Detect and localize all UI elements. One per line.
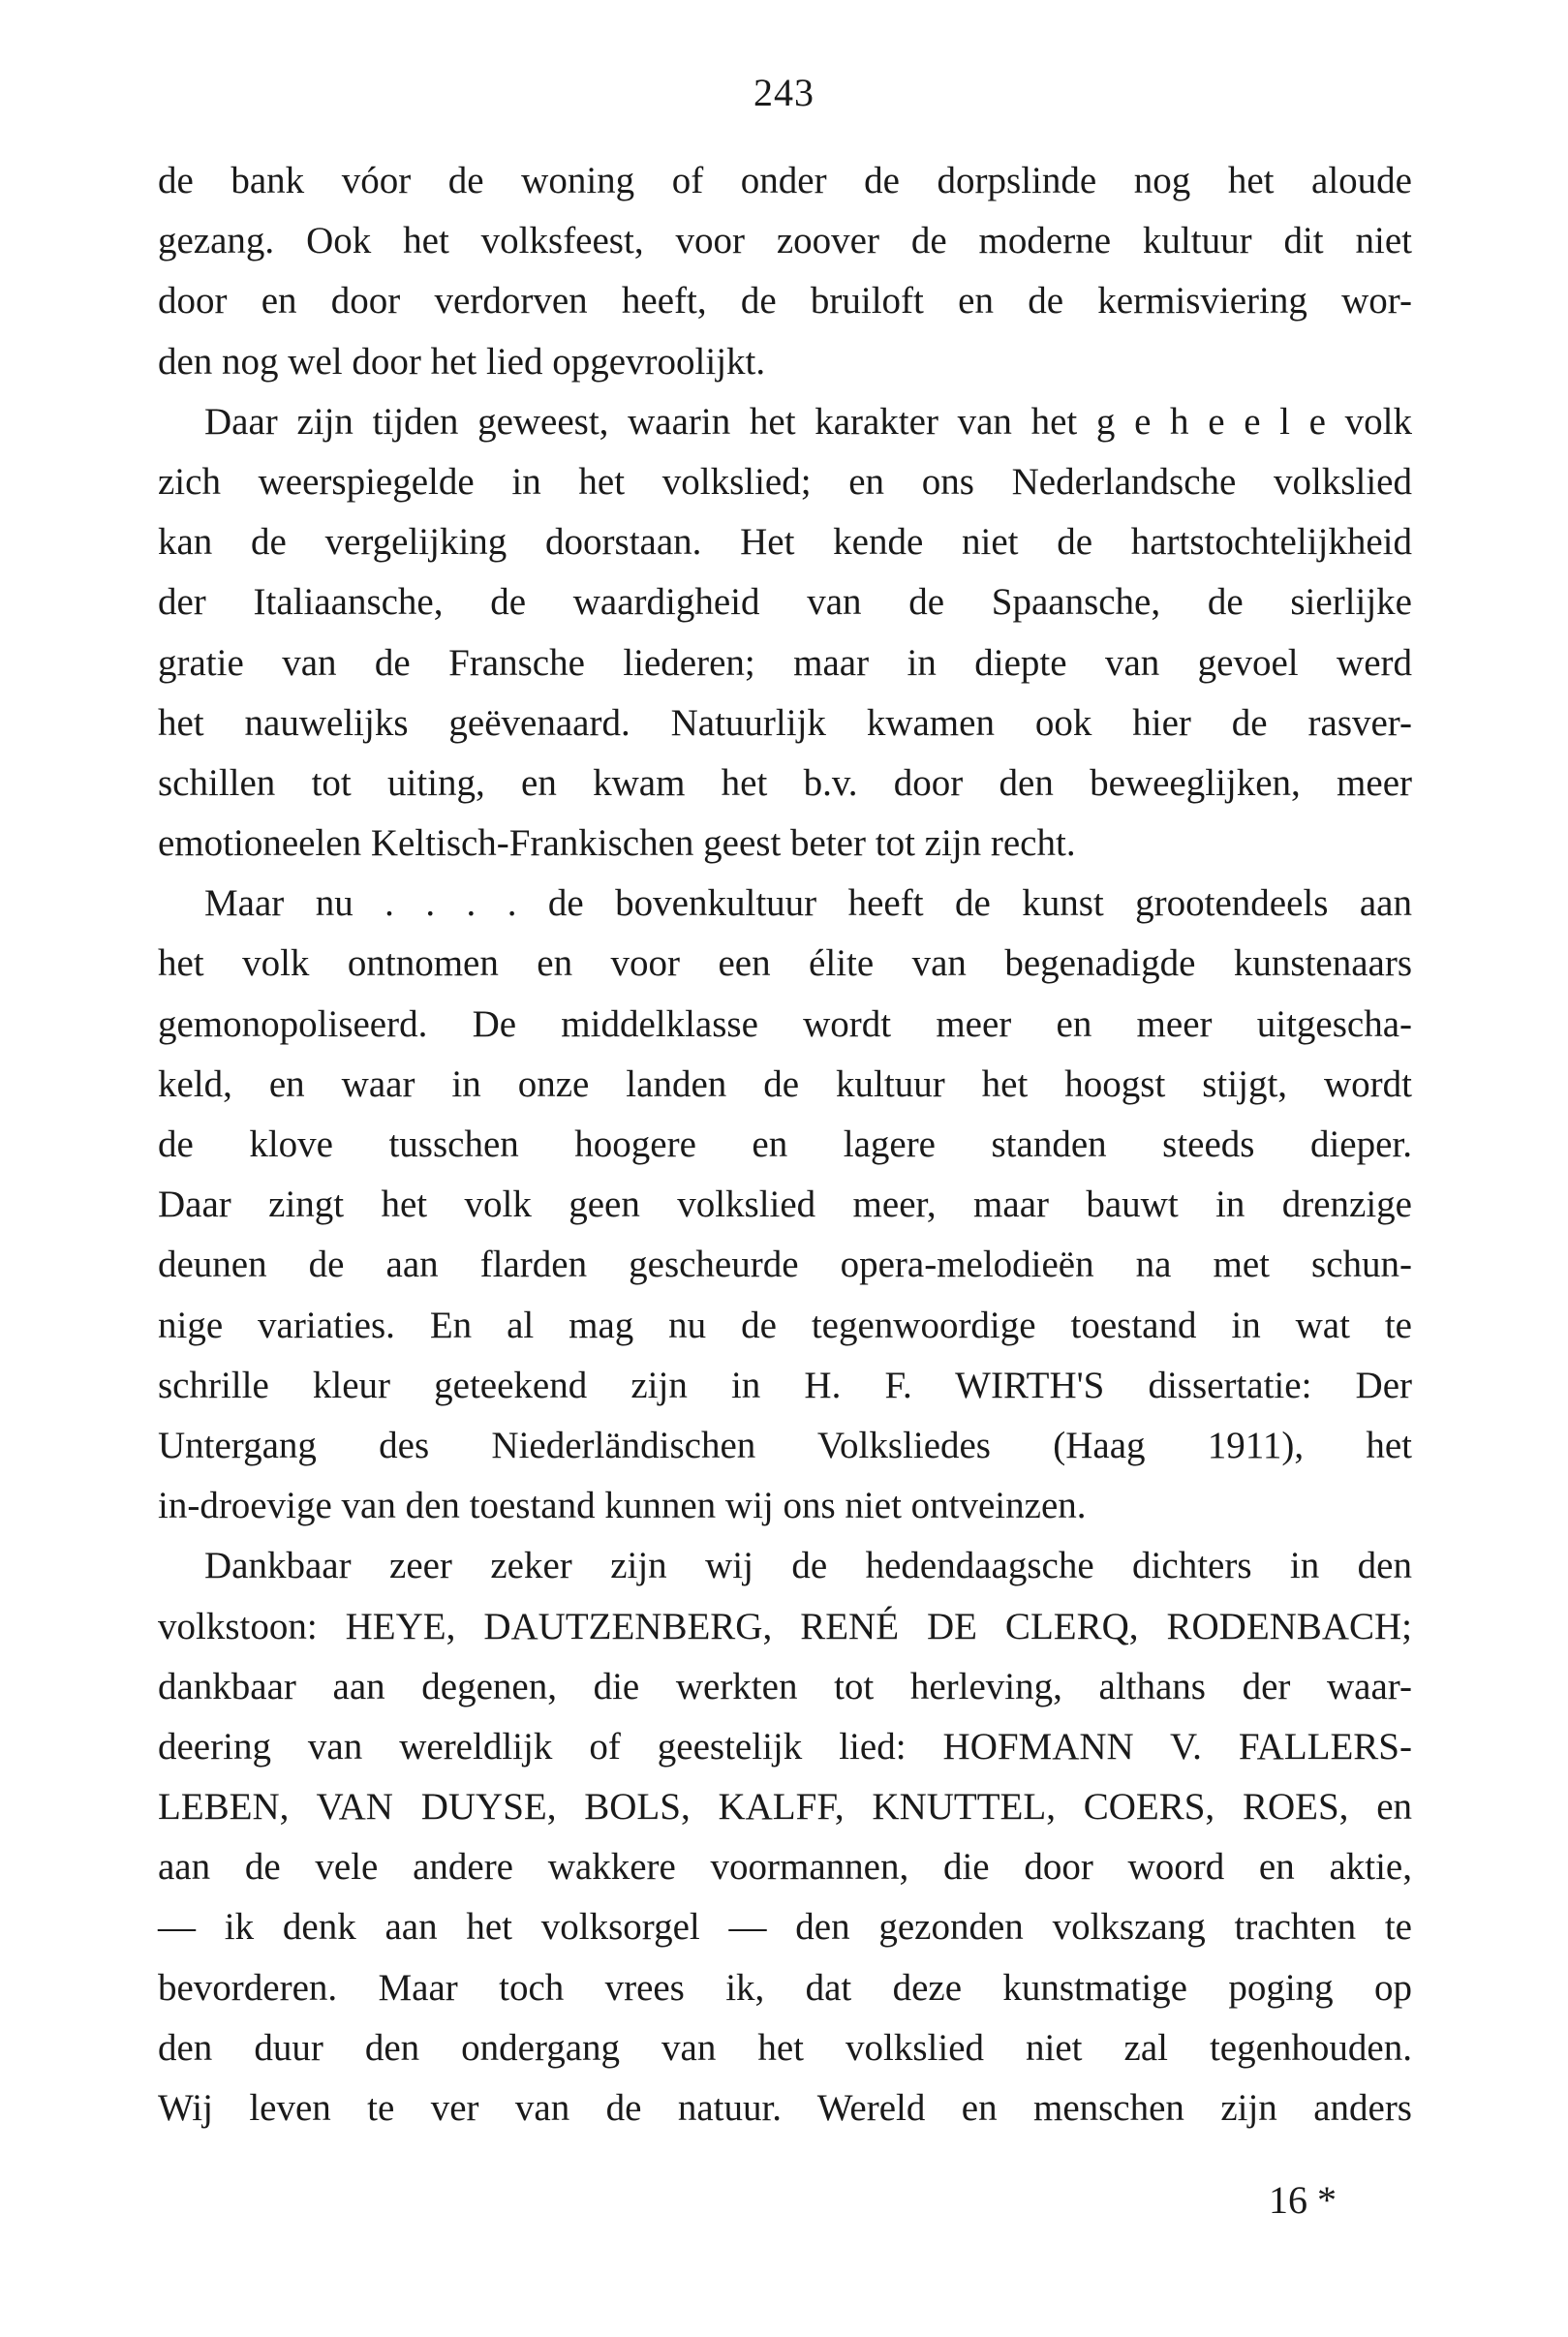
text-line: gratie van de Fransche liederen; maar in diepte van gevoel werd (158, 641, 1412, 684)
text-line: schrille kleur geteekend zijn in H. F. WIRTH'S dissertatie: Der (158, 1364, 1412, 1406)
text-line: den duur den ondergang van het volkslied niet zal tegenhouden. (158, 2026, 1412, 2069)
signature-mark: 16 * (1269, 2178, 1337, 2222)
text-line: den nog wel door het lied opgevroolijkt. (158, 340, 766, 383)
text-line: de klove tusschen hoogere en lagere standen steeds dieper. (158, 1123, 1412, 1165)
text-line: het nauwelijks geëvenaard. Natuurlijk kwamen ook hier de rasver- (158, 701, 1412, 744)
text-line: schillen tot uiting, en kwam het b.v. door den beweeglijken, meer (158, 761, 1412, 804)
text-line: zich weerspiegelde in het volkslied; en ons Nederlandsche volkslied (158, 460, 1412, 503)
text-line: aan de vele andere wakkere voormannen, die door woord en aktie, (158, 1846, 1412, 1889)
text-line: door en door verdorven heeft, de bruiloft en de kermisviering wor- (158, 280, 1412, 323)
text-line: Wij leven te ver van de natuur. Wereld en menschen zijn anders (158, 2087, 1412, 2129)
text-line: LEBEN, VAN DUYSE, BOLS, KALFF, KNUTTEL, COERS, ROES, en (158, 1786, 1412, 1829)
text-line: Daar zijn tijden geweest, waarin het karakter van het g e h e e l e volk (204, 400, 1412, 443)
text-line: deunen de aan flarden gescheurde opera-melodieën na met schun- (158, 1244, 1412, 1286)
paragraph-4 (158, 1536, 1412, 2138)
text-line: gemonopoliseerd. De middelklasse wordt meer en meer uitgescha- (158, 1002, 1412, 1045)
text-line: keld, en waar in onze landen de kultuur het hoogst stijgt, wordt (158, 1062, 1412, 1105)
text-line: het volk ontnomen en voor een élite van begenadigde kunstenaars (158, 942, 1412, 985)
text-line: in-droevige van den toestand kunnen wij ons niet ontveinzen. (158, 1485, 1087, 1527)
text-line: Dankbaar zeer zeker zijn wij de hedendaagsche dichters in den (204, 1545, 1412, 1587)
page-number: 243 (753, 71, 815, 114)
text-line: kan de vergelijking doorstaan. Het kende niet de hartstochtelijkheid (158, 521, 1412, 564)
text-line: — ik denk aan het volksorgel — den gezonden volkszang trachten te (158, 1906, 1412, 1949)
text-line: deering van wereldlijk of geestelijk lied: HOFMANN V. FALLERS- (158, 1725, 1412, 1768)
body-text (158, 151, 1412, 2138)
text-line: emotioneelen Keltisch-Frankischen geest beter tot zijn recht. (158, 822, 1076, 865)
text-line: gezang. Ook het volksfeest, voor zoover de moderne kultuur dit niet (158, 220, 1412, 262)
text-line: Untergang des Niederländischen Volksliedes (Haag 1911), het (158, 1424, 1412, 1466)
text-line: der Italiaansche, de waardigheid van de Spaansche, de sierlijke (158, 581, 1412, 624)
text-line: volkstoon: HEYE, DAUTZENBERG, RENÉ DE CLERQ, RODENBACH; (158, 1605, 1412, 1647)
paragraph-1 (158, 151, 1412, 392)
text-line: dankbaar aan degenen, die werkten tot herleving, althans der waar- (158, 1665, 1412, 1707)
text-line: de bank vóor de woning of onder de dorpslinde nog het aloude (158, 160, 1412, 201)
text-line: bevorderen. Maar toch vrees ik, dat deze kunstmatige poging op (158, 1966, 1412, 2009)
text-line: Maar nu . . . . de bovenkultuur heeft de kunst grootendeels aan (204, 882, 1412, 925)
text-line: Daar zingt het volk geen volkslied meer, maar bauwt in drenzige (158, 1184, 1412, 1226)
paragraph-2 (158, 392, 1412, 875)
text-line: nige variaties. En al mag nu de tegenwoordige toestand in wat te (158, 1304, 1412, 1346)
paragraph-3 (158, 874, 1412, 1536)
